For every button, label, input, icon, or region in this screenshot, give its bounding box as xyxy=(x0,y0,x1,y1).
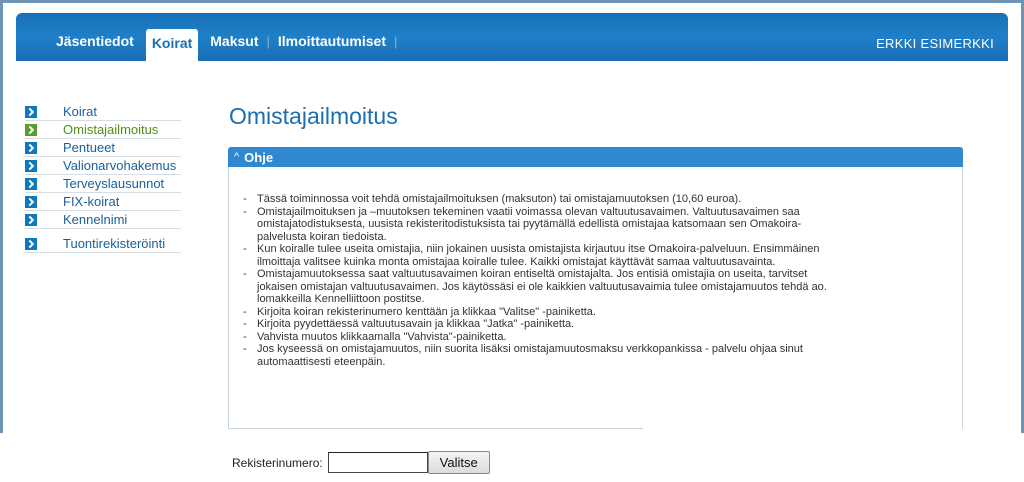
list-item: - Kirjoita pyydettäessä valtuutusavain ja klikkaa "Jatka" -painiketta. xyxy=(241,318,841,331)
sidebar-item-label: Kennelnimi xyxy=(63,212,128,227)
sidebar-item-label: Valionarvohakemus xyxy=(63,158,177,173)
registration-number-label: Rekisterinumero: xyxy=(232,455,323,470)
registration-form xyxy=(232,451,490,474)
nav-item-koirat[interactable] xyxy=(146,29,198,61)
list-item: - Tässä toiminnossa voit tehdä omistajailmoituksen (maksuton) tai omistajamuutoksen (10,60 euroa). xyxy=(241,193,841,206)
sidebar xyxy=(25,103,181,253)
registration-number-input[interactable] xyxy=(328,452,428,473)
chevron-right-icon xyxy=(25,106,37,118)
sidebar-item-terveyslausunnot[interactable] xyxy=(25,175,181,193)
user-name[interactable]: ERKKI ESIMERKKI xyxy=(876,36,994,51)
chevron-up-icon: ^ xyxy=(234,151,240,163)
chevron-right-icon xyxy=(25,214,37,226)
nav-item-ilmoittautumiset[interactable] xyxy=(270,13,394,61)
sidebar-item-label: Terveyslausunnot xyxy=(63,176,165,191)
nav-separator: | xyxy=(266,34,270,49)
page-title: Omistajailmoitus xyxy=(229,103,398,129)
help-panel-title: Ohje xyxy=(244,149,274,165)
sidebar-item-label: Tuontirekisteröinti xyxy=(63,236,166,251)
chevron-right-icon xyxy=(25,178,37,190)
nav-separator: | xyxy=(394,34,398,49)
chevron-right-icon xyxy=(25,238,37,250)
nav-item-label: Maksut xyxy=(210,33,259,49)
nav-item-label: Ilmoittautumiset xyxy=(277,33,387,49)
chevron-right-icon xyxy=(25,160,37,172)
sidebar-item-fix-koirat[interactable] xyxy=(25,193,181,211)
list-item: - Omistajamuutoksessa saat valtuutusavaimen koiran entiseltä omistajalta. Jos entisiä omistajia on useita, tarvitset jokaisen omistajan valtuutusavaimen. Jos käytössäsi ei ole kaikkien valtuutusavaimia tulee omistajamuutos tehdä ao. lomakkeilla Kennelliittoon postitse. xyxy=(241,268,841,306)
nav-item-maksut[interactable] xyxy=(202,13,266,61)
sidebar-item-label: Omistajailmoitus xyxy=(63,122,159,137)
sidebar-item-omistajailmoitus[interactable] xyxy=(25,121,181,139)
help-panel-body xyxy=(228,167,963,429)
help-panel-toggle[interactable] xyxy=(228,147,963,167)
sidebar-item-label: Koirat xyxy=(63,104,97,119)
sidebar-item-valionarvohakemus[interactable] xyxy=(25,157,181,175)
select-button[interactable]: Valitse xyxy=(428,451,490,474)
help-instructions-list xyxy=(241,193,841,368)
sidebar-item-label: FIX-koirat xyxy=(63,194,120,209)
chevron-right-icon xyxy=(25,124,37,136)
sidebar-item-pentueet[interactable] xyxy=(25,139,181,157)
main-nav xyxy=(48,13,397,61)
chevron-right-icon xyxy=(25,196,37,208)
top-navigation-bar xyxy=(16,13,1008,61)
list-item: - Omistajailmoituksen ja –muutoksen tekeminen vaatii voimassa olevan valtuutusavaimen. Valtuutusavaimen saa omistajatodistuksesta, uusista rekisteritodistuksista tai pyytämällä edellistä omistajaa katsomaan sen Omakoira-palvelusta koiran tiedoista. xyxy=(241,206,841,244)
list-item: - Kirjoita koiran rekisterinumero kenttään ja klikkaa "Valitse" -painiketta. xyxy=(241,306,841,319)
sidebar-item-kennelnimi[interactable] xyxy=(25,211,181,229)
nav-item-label: Koirat xyxy=(151,35,193,51)
list-item: - Vahvista muutos klikkaamalla "Vahvista"-painiketta. xyxy=(241,331,841,344)
sidebar-item-label: Pentueet xyxy=(63,140,116,155)
nav-item-jasentiedot[interactable] xyxy=(48,13,142,61)
sidebar-item-tuontirekisterointi[interactable] xyxy=(25,235,181,253)
nav-item-label: Jäsentiedot xyxy=(56,33,134,49)
list-item: - Jos kyseessä on omistajamuutos, niin suorita lisäksi omistajamuutosmaksu verkkopankissa - palvelu ohjaa sinut automaattisesti eteenpäin. xyxy=(241,343,841,368)
panel-divider xyxy=(228,428,643,429)
chevron-right-icon xyxy=(25,142,37,154)
sidebar-item-koirat[interactable] xyxy=(25,103,181,121)
list-item: - Kun koiralle tulee useita omistajia, niin jokainen uusista omistajista kirjautuu itse Omakoira-palveluun. Ensimmäinen ilmoittaja valitsee kuinka monta omistajaa koiralle tulee. Kaikki omistajat käyttävät samaa valtuutusavainta. xyxy=(241,243,841,268)
